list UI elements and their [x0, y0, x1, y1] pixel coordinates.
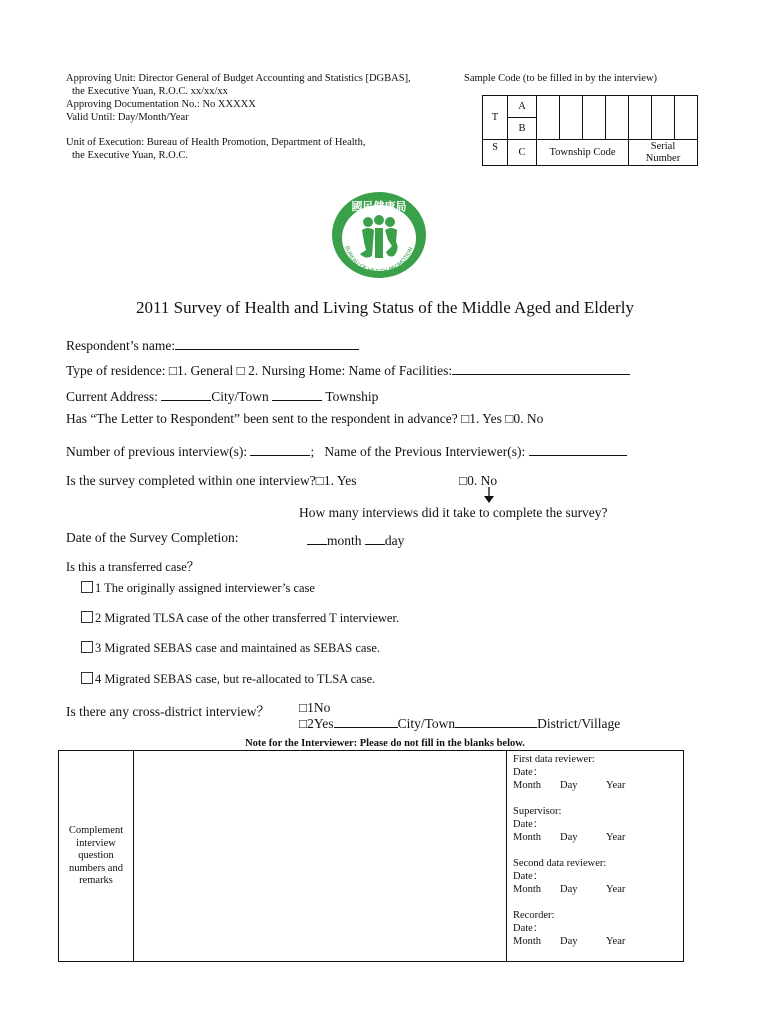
day-label: day: [384, 533, 405, 548]
previous-count-input[interactable]: [250, 441, 310, 456]
residence-row: [66, 360, 630, 379]
approval-info: [66, 72, 466, 124]
bureau-logo: [330, 190, 428, 280]
reviewer-month: Month: [513, 832, 542, 843]
reviewer-year: Year: [606, 936, 626, 947]
complement-line: Complement: [68, 825, 124, 836]
reviewer-block: [513, 857, 625, 896]
reviewer-day: Day: [560, 832, 578, 843]
reviewer-block: [513, 805, 625, 844]
checkbox[interactable]: [81, 611, 93, 623]
option-label: 4 Migrated SEBAS case, but re-allocated to TLSA case.: [95, 672, 376, 686]
transferred-option-4[interactable]: [81, 672, 375, 687]
previous-name-input[interactable]: [529, 441, 627, 456]
serial-line1: Serial: [650, 140, 676, 152]
sample-code-label: Sample Code (to be filled in by the interview): [464, 73, 658, 84]
page-title: 2011 Survey of Health and Living Status of the Middle Aged and Elderly: [136, 298, 634, 317]
date-completion-label: Date of the Survey Completion:: [66, 530, 239, 545]
reviewer-title: Supervisor:: [513, 806, 562, 817]
transferred-question: Is this a transferred case？: [66, 560, 200, 574]
previous-sep: ;: [310, 444, 315, 459]
checkbox[interactable]: [81, 641, 93, 653]
reviewer-year: Year: [606, 884, 626, 895]
complement-line: question: [78, 850, 114, 861]
reviewer-date: Date：: [513, 871, 544, 882]
respondent-label: Respondent’s name:: [66, 338, 176, 353]
valid-until: Valid Until: Day/Month/Year: [66, 112, 189, 123]
review-table: [58, 750, 684, 962]
month-input[interactable]: [307, 530, 327, 545]
execution-unit-line1: Unit of Execution: Bureau of Health Promotion, Department of Health,: [66, 137, 366, 148]
code-s: S: [483, 140, 508, 166]
code-cell[interactable]: [537, 96, 560, 140]
cross-district-label: District/Village: [537, 716, 621, 731]
logo-top-text: 國民健康局: [351, 200, 407, 213]
respondent-row: [66, 335, 359, 354]
previous-interviews-row: [66, 441, 706, 460]
code-c: C: [508, 140, 537, 166]
reviewer-month: Month: [513, 780, 542, 791]
code-cell[interactable]: [652, 96, 675, 140]
reviewer-block: [513, 753, 625, 792]
checkbox[interactable]: [81, 581, 93, 593]
previous-count-label: Number of previous interview(s):: [66, 444, 251, 459]
option-label: 2 Migrated TLSA case of the other transferred T interviewer.: [95, 611, 400, 625]
execution-info: [66, 136, 466, 162]
reviewer-month: Month: [513, 884, 542, 895]
previous-name-label: Name of the Previous Interviewer(s):: [324, 444, 529, 459]
reviewer-block: [513, 909, 625, 948]
reviewer-day: Day: [560, 884, 578, 895]
code-a: A: [508, 96, 537, 118]
complement-line: remarks: [79, 875, 113, 886]
reviewer-month: Month: [513, 936, 542, 947]
interviewer-note: Note for the Interviewer: Please do not fill in the blanks below.: [245, 738, 525, 749]
complement-label: [59, 825, 133, 888]
one-interview-question[interactable]: Is the survey completed within one interview?□1. Yes: [66, 473, 357, 488]
transferred-option-3[interactable]: [81, 641, 380, 656]
date-completion-fields: [307, 530, 404, 549]
reviewer-date: Date：: [513, 819, 544, 830]
reviewer-day: Day: [560, 936, 578, 947]
address-row: [66, 386, 378, 405]
cross-district-yes[interactable]: □2Yes: [299, 716, 334, 731]
sample-code-table: [482, 95, 698, 166]
bureau-logo-icon: [330, 190, 428, 280]
cross-district-yes-row: [299, 713, 620, 732]
township-label: Township: [322, 389, 379, 404]
code-b: B: [508, 118, 537, 140]
code-cell[interactable]: [629, 96, 652, 140]
code-cell[interactable]: [606, 96, 629, 140]
reviewers-column: [506, 751, 684, 961]
complement-column: [59, 751, 134, 961]
reviewer-title: Second data reviewer:: [513, 858, 607, 869]
cross-city-input[interactable]: [334, 713, 398, 728]
facility-name-input[interactable]: [452, 360, 630, 375]
month-label: month: [327, 533, 365, 548]
respondent-name-input[interactable]: [175, 335, 359, 350]
transferred-option-2[interactable]: [81, 611, 399, 626]
reviewer-date: Date：: [513, 767, 544, 778]
code-cell[interactable]: [675, 96, 698, 140]
cross-district-no[interactable]: □1No: [299, 700, 331, 715]
city-town-label: City/Town: [211, 389, 273, 404]
cross-city-label: City/Town: [397, 716, 456, 731]
checkbox[interactable]: [81, 672, 93, 684]
serial-line2: Number: [645, 152, 681, 164]
reviewer-title: Recorder:: [513, 910, 555, 921]
logo-ring-text: BUREAU OF HEALTH PROMOTION: [343, 245, 415, 276]
complement-line: numbers and: [69, 862, 123, 874]
complement-line: interview: [76, 837, 116, 849]
cross-district-input[interactable]: [455, 713, 537, 728]
cross-district-question: Is there any cross-district interview？: [66, 704, 270, 719]
day-input[interactable]: [365, 530, 385, 545]
code-cell[interactable]: [583, 96, 606, 140]
serial-number-label: [629, 140, 698, 166]
one-interview-no[interactable]: □0. No: [459, 473, 498, 488]
approving-unit-line2: the Executive Yuan, R.O.C. xx/xx/xx: [72, 86, 228, 97]
reviewer-year: Year: [606, 832, 626, 843]
code-t: T: [483, 96, 508, 140]
option-label: 1 The originally assigned interviewer’s case: [95, 581, 315, 595]
reviewer-day: Day: [560, 780, 578, 791]
how-many-question: How many interviews did it take to complete the survey?: [299, 505, 608, 520]
city-input[interactable]: [161, 386, 211, 401]
township-input[interactable]: [272, 386, 322, 401]
address-label: Current Address:: [66, 389, 162, 404]
approving-doc: Approving Documentation No.: No XXXXX: [66, 99, 256, 110]
transferred-option-1[interactable]: [81, 581, 315, 596]
letter-question[interactable]: Has “The Letter to Respondent” been sent to the respondent in advance? □1. Yes □0. No: [66, 411, 544, 426]
reviewer-date: Date：: [513, 923, 544, 934]
township-code-label: Township Code: [537, 140, 629, 166]
reviewer-title: First data reviewer:: [513, 754, 595, 765]
option-label: 3 Migrated SEBAS case and maintained as SEBAS case.: [95, 641, 381, 655]
reviewer-year: Year: [606, 780, 626, 791]
execution-unit-line2: the Executive Yuan, R.O.C.: [72, 150, 188, 161]
approving-unit-line1: Approving Unit: Director General of Budget Accounting and Statistics [DGBAS],: [66, 73, 411, 84]
remarks-area[interactable]: [134, 751, 506, 961]
code-cell[interactable]: [560, 96, 583, 140]
residence-label: Type of residence: □1. General □ 2. Nursing Home: Name of Facilities:: [66, 363, 453, 378]
